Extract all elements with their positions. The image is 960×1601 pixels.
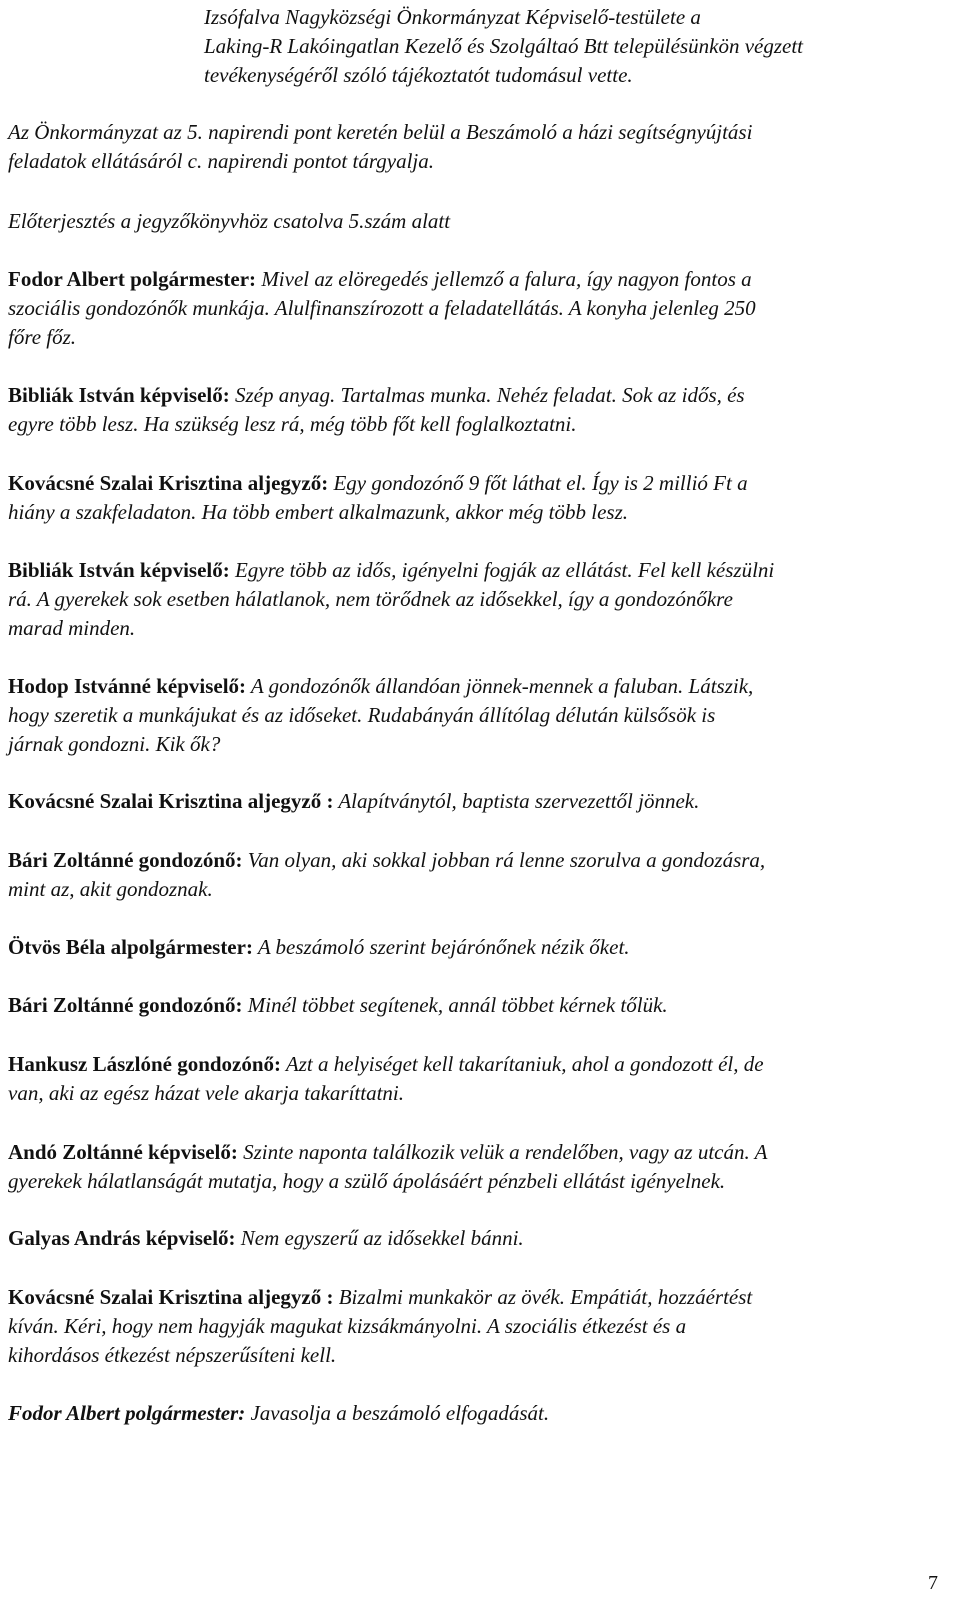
speaker-name: Bári Zoltánné gondozónő: [8,993,243,1017]
statement-line: rá. A gyerekek sok esetben hálatlanok, nem törődnek az idősekkel, így a gondozónőkre [8,587,733,611]
statement-text: Szép anyag. Tartalmas munka. Nehéz feladat. Sok az idős, és [229,383,745,407]
speaker-name: Galyas András képviselő: [8,1226,236,1250]
speaker-name: Andó Zoltánné képviselő: [8,1140,238,1164]
speaker-name: Ötvös Béla alpolgármester: [8,935,253,959]
statement-line: kihordásos étkezést népszerűsíteni kell. [8,1343,337,1367]
statement-line [8,932,630,962]
statement-text: Minél többet segítenek, annál többet kérnek tőlük. [242,993,668,1017]
agenda-line-1: Az Önkormányzat az 5. napirendi pont keretén belül a Beszámoló a házi segítségnyújtási [8,120,753,144]
statement-line: marad minden. [8,616,136,640]
speaker-name: Kovácsné Szalai Krisztina aljegyző: [8,471,329,495]
statement-line [8,845,765,875]
statement-text: A beszámoló szerint bejárónőnek nézik őket. [252,935,630,959]
speaker-name: Bibliák István képviselő: [8,558,230,582]
speaker-name: Hankusz Lászlóné gondozónő: [8,1052,282,1076]
statement-text: Nem egyszerű az idősekkel bánni. [235,1226,524,1250]
agenda-line-2: feladatok ellátásáról c. napirendi pontot tárgyalja. [8,149,434,173]
speaker-name: Bári Zoltánné gondozónő: [8,848,243,872]
resolution-line-3: tevékenységéről szóló tájékoztatót tudomásul vette. [204,63,633,87]
statement-text: Van olyan, aki sokkal jobban rá lenne szorulva a gondozásra, [242,848,766,872]
statement-line [8,1049,764,1079]
statement-line [8,1398,549,1428]
statement-text: Egyre több az idős, igényelni fogják az ellátást. Fel kell készülni [229,558,775,582]
statement-line [8,555,774,585]
speaker-name: Hodop Istvánné képviselő: [8,674,247,698]
statement-line [8,786,699,816]
speaker-name: Kovácsné Szalai Krisztina aljegyző : [8,789,334,813]
statement-line: hogy szeretik a munkájukat és az időseket. Rudabányán állítólag délután külsősök is [8,703,716,727]
speaker-name: Bibliák István képviselő: [8,383,230,407]
speaker-name: Kovácsné Szalai Krisztina aljegyző : [8,1285,334,1309]
statement-line [8,264,752,294]
statement-line [8,1223,524,1253]
statement-text: Azt a helyiséget kell takarítaniuk, ahol a gondozott él, de [281,1052,764,1076]
statement-line [8,671,753,701]
statement-text: Mivel az elöregedés jellemző a falura, így nagyon fontos a [256,267,752,291]
agenda-attachment-note: Előterjesztés a jegyzőkönyvhöz csatolva 5.szám alatt [8,209,451,233]
statement-text: A gondozónők állandóan jönnek-mennek a faluban. Látszik, [246,674,754,698]
resolution-line-2: Laking-R Lakóingatlan Kezelő és Szolgáltaó Btt településünkön végzett [204,34,803,58]
speaker-name: Fodor Albert polgármester: [8,267,257,291]
statement-text: Bizalmi munkakör az övék. Empátiát, hozzáértést [333,1285,753,1309]
statement-line [8,1282,752,1312]
statement-line: mint az, akit gondoznak. [8,877,213,901]
statement-line [8,380,745,410]
statement-line [8,1137,767,1167]
resolution-line-1: Izsófalva Nagyközségi Önkormányzat Képviselő-testülete a [204,5,701,29]
statement-line: főre főz. [8,325,77,349]
page-number: 7 [928,1572,938,1594]
statement-line: szociális gondozónők munkája. Alulfinanszírozott a feladatellátás. A konyha jelenleg 250 [8,296,756,320]
statement-line: van, aki az egész házat vele akarja takaríttatni. [8,1081,405,1105]
statement-text: Szinte naponta találkozik velük a rendelőben, vagy az utcán. A [237,1140,768,1164]
statement-line: gyerekek hálatlanságát mutatja, hogy a szülő ápolásáért pénzbeli ellátást igényelnek. [8,1169,726,1193]
statement-line: egyre több lesz. Ha szükség lesz rá, még több főt kell foglalkoztatni. [8,412,577,436]
statement-text: Javasolja a beszámoló elfogadását. [245,1401,550,1425]
statement-line: kíván. Kéri, hogy nem hagyják magukat kizsákmányolni. A szociális étkezést és a [8,1314,687,1338]
speaker-name: Fodor Albert polgármester: [8,1401,246,1425]
statement-line: hiány a szakfeladaton. Ha több embert alkalmazunk, akkor még több lesz. [8,500,628,524]
statement-text: Egy gondozónő 9 főt láthat el. Így is 2 millió Ft a [328,471,748,495]
statement-line: járnak gondozni. Kik ők? [8,732,221,756]
statement-text: Alapítványtól, baptista szervezettől jönnek. [333,789,700,813]
statement-line [8,990,668,1020]
statement-line [8,468,748,498]
